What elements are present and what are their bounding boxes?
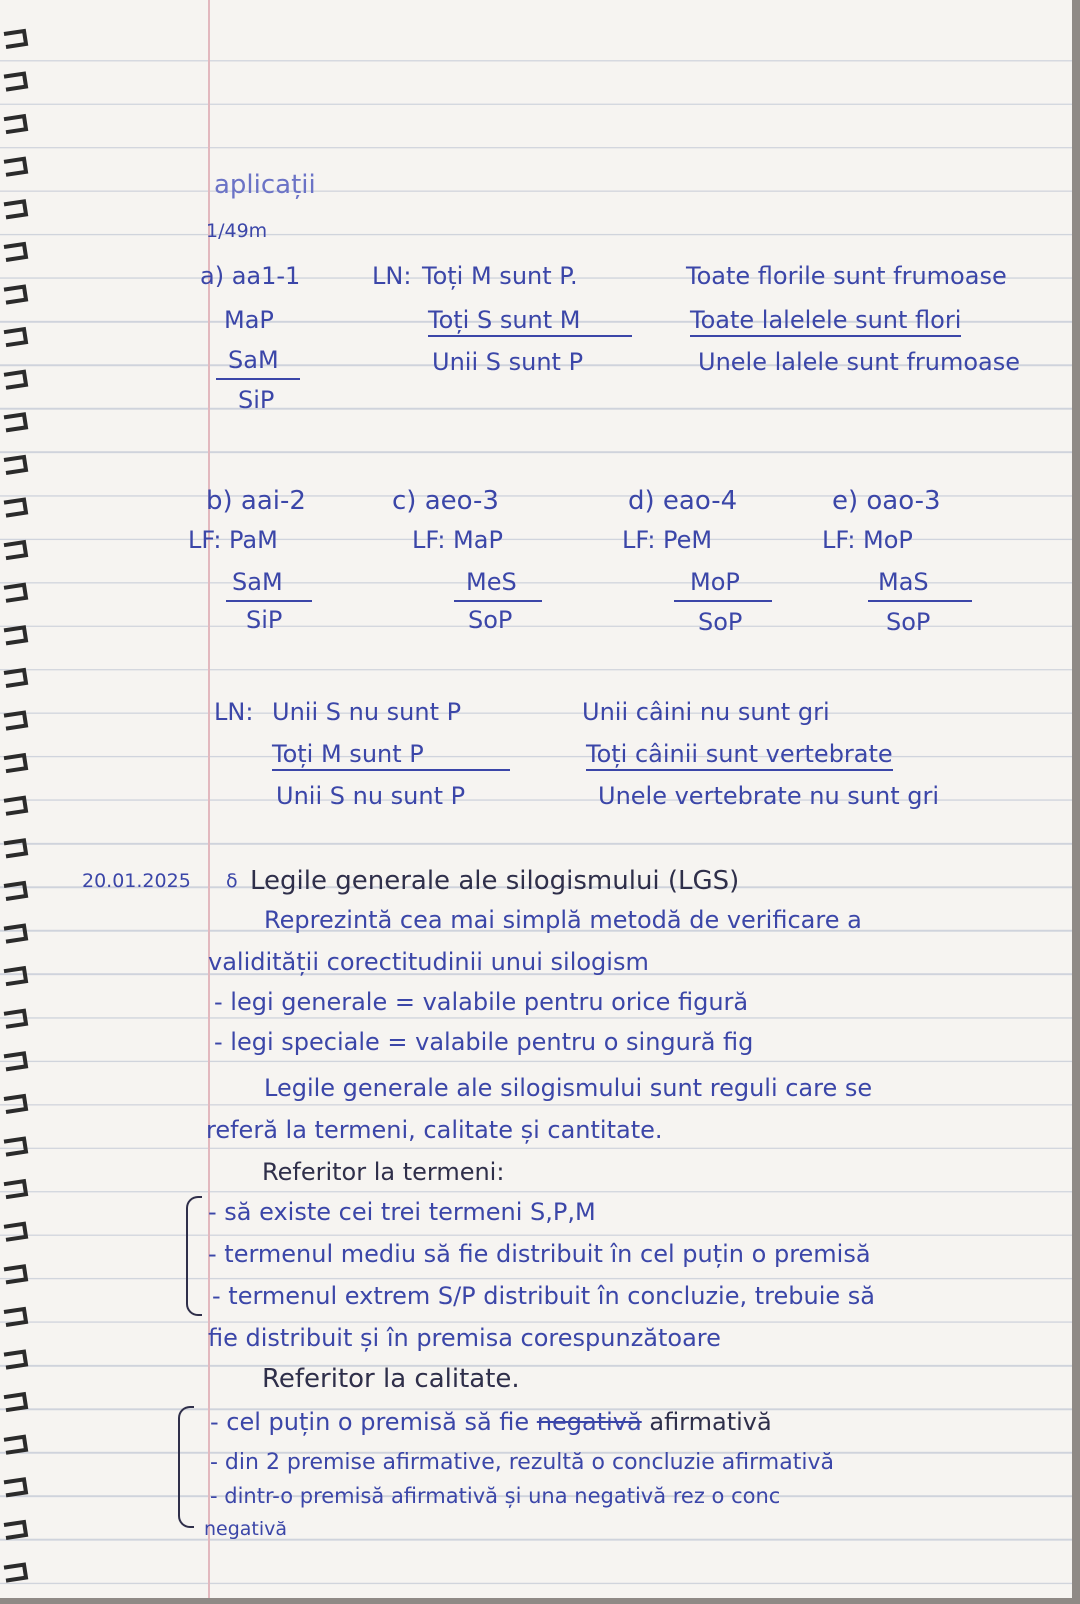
exercise-a-ln-1: Toți M sunt P. (422, 262, 578, 290)
form-d-rule (674, 600, 772, 602)
termeni-rule-3: - termenul extrem S/P distribuit în concluzie, trebuie să (212, 1282, 875, 1310)
spiral-ring (4, 670, 26, 686)
exercise-a-example-1: Toate florile sunt frumoase (686, 262, 1007, 290)
calitate-brace (178, 1406, 194, 1528)
form-e-rule (868, 600, 972, 602)
spiral-ring (4, 542, 26, 558)
lgs-date: 20.01.2025 (82, 870, 191, 892)
calitate-rule-2: - din 2 premise afirmative, rezultă o concluzie afirmativă (210, 1450, 834, 1475)
spiral-ring (4, 1139, 26, 1155)
calitate-rule-3-end: negativă (204, 1518, 288, 1540)
calitate-struck-word: negativă (536, 1408, 642, 1436)
form-e-label: e) oao-3 (832, 486, 941, 516)
form-c-rule (454, 600, 542, 602)
exercise-a-ln-prefix: LN: (372, 262, 412, 290)
spiral-ring (4, 31, 26, 47)
ln2-example-2: Toți câinii sunt vertebrate (586, 742, 893, 771)
page-header-title: aplicații (214, 170, 316, 200)
lgs-kind-general: - legi generale = valabile pentru orice figură (214, 988, 749, 1016)
lgs-intro-1: Legile generale ale silogismului sunt reguli care se (264, 1074, 873, 1102)
spiral-ring (4, 585, 26, 601)
form-e-premise: MaS (878, 568, 929, 596)
form-b-conclusion: SiP (246, 606, 283, 634)
spiral-ring (4, 627, 26, 643)
lgs-kind-special: - legi speciale = valabile pentru o singură fig (214, 1028, 754, 1056)
spiral-ring (4, 1011, 26, 1027)
spiral-ring (4, 1096, 26, 1112)
spiral-ring (4, 1053, 26, 1069)
spiral-ring (4, 201, 26, 217)
form-d-label: d) eao-4 (628, 486, 738, 516)
page-header-ref: 1/49m (206, 220, 268, 242)
spiral-ring (4, 372, 26, 388)
form-c-label: c) aeo-3 (392, 486, 499, 516)
lgs-bullet: δ (226, 870, 238, 892)
form-b-lf: LF: PaM (188, 526, 278, 554)
spiral-ring (4, 1565, 26, 1581)
spiral-ring (4, 414, 26, 430)
form-d-conclusion: SoP (698, 608, 743, 636)
form-c-conclusion: SoP (468, 606, 513, 634)
form-c-lf: LF: MaP (412, 526, 503, 554)
spiral-ring (4, 457, 26, 473)
spiral-ring (4, 883, 26, 899)
spiral-ring (4, 1479, 26, 1495)
spiral-ring (4, 500, 26, 516)
spiral-ring (4, 755, 26, 771)
lgs-definition-1: Reprezintă cea mai simplă metodă de verificare a (264, 906, 862, 934)
form-c-premise: MeS (466, 568, 517, 596)
calitate-correction: afirmativă (649, 1408, 772, 1436)
exercise-a-label: a) aa1-1 (200, 262, 301, 290)
calitate-heading: Referitor la calitate. (262, 1364, 520, 1394)
spiral-ring (4, 74, 26, 90)
spiral-ring (4, 926, 26, 942)
termeni-rule-1: - să existe cei trei termeni S,P,M (208, 1198, 596, 1226)
spiral-ring (4, 1266, 26, 1282)
ln2-line-3: Unii S nu sunt P (276, 782, 466, 810)
calitate-rule-3: - dintr-o premisă afirmativă și una negativă rez o conc (210, 1484, 781, 1508)
spiral-ring (4, 1309, 26, 1325)
exercise-a-minor: SaM (228, 346, 279, 374)
termeni-heading: Referitor la termeni: (262, 1158, 505, 1186)
spiral-ring (4, 798, 26, 814)
ln2-example-3: Unele vertebrate nu sunt gri (598, 782, 940, 810)
spiral-binding (0, 0, 40, 1598)
termeni-rule-4: fie distribuit și în premisa corespunzătoare (208, 1324, 721, 1352)
termeni-brace (186, 1196, 202, 1316)
spiral-ring (4, 1522, 26, 1538)
spiral-ring (4, 116, 26, 132)
form-e-conclusion: SoP (886, 608, 931, 636)
spiral-ring (4, 840, 26, 856)
exercise-a-conclusion: SiP (238, 386, 275, 414)
exercise-a-rule (216, 378, 300, 380)
calitate-rule-1 (210, 1410, 772, 1434)
spiral-ring (4, 1352, 26, 1368)
ln2-example-1: Unii câini nu sunt gri (582, 698, 830, 726)
exercise-a-ln-3: Unii S sunt P (432, 348, 584, 376)
form-d-premise: MoP (690, 568, 740, 596)
form-e-lf: LF: MoP (822, 526, 913, 554)
exercise-a-example-3: Unele lalele sunt frumoase (698, 348, 1021, 376)
form-b-rule (226, 600, 312, 602)
lgs-definition-2: validității corectitudinii unui silogism (208, 948, 649, 976)
termeni-rule-2: - termenul mediu să fie distribuit în cel puțin o premisă (208, 1240, 871, 1268)
spiral-ring (4, 968, 26, 984)
calitate-rule-1-text: - cel puțin o premisă să fie (210, 1408, 530, 1436)
spiral-ring (4, 159, 26, 175)
form-d-lf: LF: PeM (622, 526, 713, 554)
lgs-intro-2: referă la termeni, calitate și cantitate. (206, 1116, 663, 1144)
spiral-ring (4, 244, 26, 260)
exercise-a-example-2: Toate lalelele sunt flori (690, 308, 961, 337)
ln2-line-2: Toți M sunt P (272, 742, 510, 771)
ln2-prefix: LN: (214, 698, 254, 726)
spiral-ring (4, 329, 26, 345)
lgs-title: Legile generale ale silogismului (LGS) (250, 866, 740, 896)
spiral-ring (4, 1437, 26, 1453)
spiral-ring (4, 287, 26, 303)
spiral-ring (4, 1394, 26, 1410)
form-b-label: b) aai-2 (206, 486, 306, 516)
exercise-a-ln-2: Toți S sunt M (428, 308, 632, 337)
spiral-ring (4, 1181, 26, 1197)
exercise-a-major: MaP (224, 306, 274, 334)
spiral-ring (4, 713, 26, 729)
form-b-premise: SaM (232, 568, 283, 596)
ln2-line-1: Unii S nu sunt P (272, 698, 462, 726)
spiral-ring (4, 1224, 26, 1240)
